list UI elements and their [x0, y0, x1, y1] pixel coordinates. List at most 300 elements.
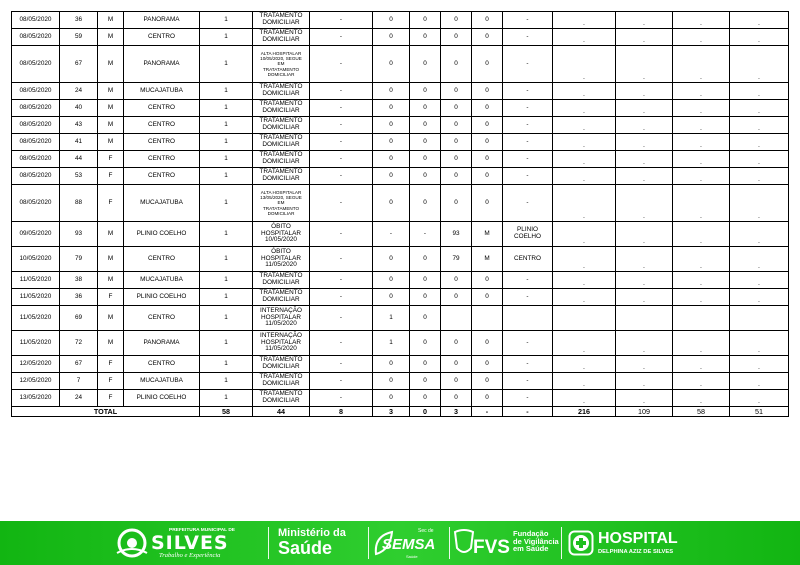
value-cell: 0 — [472, 83, 503, 100]
silves-emblem-icon — [115, 527, 149, 559]
age-cell: 72 — [60, 331, 98, 356]
value-cell: 0 — [441, 373, 472, 390]
table-row — [12, 151, 789, 168]
date-cell: 10/05/2020 — [12, 247, 60, 272]
value-cell: 0 — [472, 168, 503, 185]
dot-cell: . — [553, 289, 616, 306]
count-cell: 1 — [200, 151, 253, 168]
dot-cell: . — [553, 151, 616, 168]
value-cell: - — [310, 289, 373, 306]
neighborhood-cell: PLINIO COELHO — [124, 222, 200, 247]
date-cell: 13/05/2020 — [12, 390, 60, 407]
date-cell: 12/05/2020 — [12, 356, 60, 373]
date-cell: 12/05/2020 — [12, 373, 60, 390]
neighborhood-cell: CENTRO — [124, 168, 200, 185]
value-cell: 0 — [373, 289, 410, 306]
value-cell: 0 — [410, 306, 441, 331]
status-line: DOMICILIAR — [262, 19, 300, 26]
value-cell: 0 — [410, 46, 441, 83]
value-cell: 0 — [373, 247, 410, 272]
value-cell: 0 — [441, 100, 472, 117]
dot-cell: . — [673, 185, 730, 222]
value-cell: 0 — [472, 272, 503, 289]
status-line: 11/05/2020 — [265, 261, 297, 269]
table-row — [12, 29, 789, 46]
date-cell: 11/05/2020 — [12, 306, 60, 331]
neighborhood-cell: CENTRO — [124, 29, 200, 46]
age-cell: 59 — [60, 29, 98, 46]
table-row — [12, 390, 789, 407]
value-cell: 0 — [472, 373, 503, 390]
total-value: 3 — [373, 407, 410, 417]
value-cell: 0 — [373, 134, 410, 151]
fvs-name: FVS — [473, 537, 510, 558]
fvs-text-line: de Vigilância — [513, 536, 559, 546]
date-cell: 08/05/2020 — [12, 151, 60, 168]
status-cell — [253, 117, 310, 134]
dot-cell: . — [616, 222, 673, 247]
value-cell: 0 — [410, 117, 441, 134]
dot-cell: . — [673, 46, 730, 83]
dot-cell: . — [553, 373, 616, 390]
status-line: DOMICILIAR — [262, 296, 300, 303]
date-cell: 08/05/2020 — [12, 117, 60, 134]
value-cell: 0 — [441, 185, 472, 222]
sex-cell: M — [98, 12, 124, 29]
dot-cell: . — [730, 390, 789, 407]
value-cell: - — [310, 46, 373, 83]
value-cell: - — [310, 185, 373, 222]
neighborhood-cell: MUCAJATUBA — [124, 272, 200, 289]
date-cell: 08/05/2020 — [12, 134, 60, 151]
age-cell: 38 — [60, 272, 98, 289]
total-value: 51 — [730, 407, 789, 417]
total-value: 3 — [441, 407, 472, 417]
date-cell: 11/05/2020 — [12, 289, 60, 306]
value-cell: 0 — [472, 117, 503, 134]
footer-banner — [0, 521, 800, 565]
table-row — [12, 117, 789, 134]
status-line: TRATAMENTO — [259, 100, 303, 108]
status-line: TRATAMENTO — [259, 12, 303, 20]
status-line: TRATAMENTO — [259, 168, 303, 176]
neighborhood-cell: PANORAMA — [124, 46, 200, 83]
value-cell: - — [310, 373, 373, 390]
dot-cell — [730, 306, 789, 331]
dot-cell: . — [616, 373, 673, 390]
dot-cell: . — [673, 83, 730, 100]
status-line: DOMICILIAR — [262, 141, 300, 148]
fvs-text-line: em Saúde — [513, 544, 549, 554]
status-cell — [253, 390, 310, 407]
dot-cell: . — [553, 168, 616, 185]
value-cell: 0 — [373, 100, 410, 117]
table-row — [12, 83, 789, 100]
sex-cell: M — [98, 247, 124, 272]
table-row — [12, 289, 789, 306]
dot-cell: . — [553, 247, 616, 272]
date-cell: 08/05/2020 — [12, 168, 60, 185]
value-cell: 93 — [441, 222, 472, 247]
status-line: DOMICILIAR — [262, 36, 300, 43]
status-line: ALTA HOSPITALAR — [260, 51, 302, 57]
value-cell: - — [310, 168, 373, 185]
total-label: TOTAL — [12, 407, 200, 417]
neighborhood-cell: PANORAMA — [124, 12, 200, 29]
status-line: DOMICILIAR — [267, 71, 295, 77]
value-cell: - — [503, 12, 553, 29]
value-cell: 0 — [441, 151, 472, 168]
dot-cell: . — [730, 151, 789, 168]
value-cell — [441, 306, 472, 331]
dot-cell — [553, 306, 616, 331]
status-line: DOMICILIAR — [262, 279, 300, 286]
dot-cell: . — [553, 272, 616, 289]
dot-cell: . — [673, 12, 730, 29]
status-cell — [253, 12, 310, 29]
status-line: HOSPITALAR — [260, 254, 301, 262]
value-cell: - — [310, 29, 373, 46]
status-line: DOMICILIAR — [267, 210, 295, 216]
dot-cell: . — [553, 46, 616, 83]
value-cell: 0 — [373, 356, 410, 373]
footer-divider — [368, 527, 369, 559]
total-value: 58 — [673, 407, 730, 417]
status-line: DOMICILIAR — [262, 124, 300, 131]
dot-cell: . — [730, 168, 789, 185]
value-cell: M — [472, 247, 503, 272]
dot-cell: . — [616, 151, 673, 168]
dot-cell: . — [730, 272, 789, 289]
status-cell — [253, 306, 310, 331]
value-cell — [472, 306, 503, 331]
value-cell: - — [503, 117, 553, 134]
status-cell — [253, 331, 310, 356]
value-cell: - — [503, 356, 553, 373]
count-cell: 1 — [200, 222, 253, 247]
dot-cell: . — [553, 222, 616, 247]
status-line: DOMICILIAR — [262, 397, 300, 404]
fvs-shield-icon — [453, 528, 475, 558]
value-cell: - — [310, 100, 373, 117]
table-row — [12, 272, 789, 289]
status-line: TRATAMENTO — [259, 117, 303, 125]
value-cell: 0 — [472, 289, 503, 306]
value-cell: 0 — [410, 12, 441, 29]
sex-cell: M — [98, 331, 124, 356]
age-cell: 40 — [60, 100, 98, 117]
value-cell: 0 — [410, 356, 441, 373]
dot-cell: . — [730, 331, 789, 356]
dot-cell: . — [673, 247, 730, 272]
dot-cell: . — [616, 247, 673, 272]
sex-cell: M — [98, 134, 124, 151]
dot-cell: . — [673, 390, 730, 407]
value-cell: 0 — [373, 373, 410, 390]
value-cell: - — [310, 151, 373, 168]
status-cell — [253, 134, 310, 151]
dot-cell: . — [730, 83, 789, 100]
value-cell: 0 — [441, 83, 472, 100]
value-cell: 0 — [373, 46, 410, 83]
value-cell: 0 — [373, 185, 410, 222]
neighborhood-cell: CENTRO — [124, 306, 200, 331]
value-cell: 0 — [373, 29, 410, 46]
status-line: EM — [277, 200, 285, 206]
age-cell: 79 — [60, 247, 98, 272]
value-cell: 0 — [410, 272, 441, 289]
count-cell: 1 — [200, 390, 253, 407]
value-cell: 0 — [373, 117, 410, 134]
value-cell: - — [503, 185, 553, 222]
count-cell: 1 — [200, 185, 253, 222]
status-cell — [253, 185, 310, 222]
value-cell: 79 — [441, 247, 472, 272]
dot-cell: . — [673, 117, 730, 134]
status-line: DOMICILIAR — [262, 158, 300, 165]
value-cell: - — [310, 134, 373, 151]
neighborhood-cell: PLINIO COELHO — [124, 289, 200, 306]
status-line: DOMICILIAR — [262, 90, 300, 97]
count-cell: 1 — [200, 331, 253, 356]
status-line: TRATATAMENTO — [262, 205, 300, 211]
value-cell: - — [503, 331, 553, 356]
neighborhood-cell: MUCAJATUBA — [124, 373, 200, 390]
value-cell: 0 — [472, 100, 503, 117]
value-cell: 0 — [410, 331, 441, 356]
dot-cell: . — [553, 12, 616, 29]
date-cell: 08/05/2020 — [12, 83, 60, 100]
sex-cell: F — [98, 356, 124, 373]
status-line: 13/05/2020, SEGUE — [260, 195, 302, 201]
value-cell: - — [310, 272, 373, 289]
ministerio-line1: Ministério da — [278, 527, 346, 539]
sex-cell: F — [98, 168, 124, 185]
status-line: 10/05/2020, SEGUE — [260, 56, 302, 62]
status-cell — [253, 168, 310, 185]
value-cell: 0 — [441, 168, 472, 185]
value-cell: 0 — [441, 356, 472, 373]
age-cell: 53 — [60, 168, 98, 185]
value-cell: 0 — [410, 134, 441, 151]
status-cell — [253, 100, 310, 117]
sex-cell: F — [98, 185, 124, 222]
status-line: TRATAMENTO — [259, 373, 303, 381]
status-line: HOSPITALAR — [260, 338, 301, 346]
status-line: TRATAMENTO — [259, 272, 303, 280]
count-cell: 1 — [200, 306, 253, 331]
hospital-cross-icon — [568, 530, 594, 556]
dot-cell — [616, 306, 673, 331]
neighborhood-cell: PLINIO COELHO — [124, 390, 200, 407]
dot-cell: . — [553, 83, 616, 100]
value-cell: 0 — [441, 390, 472, 407]
count-cell: 1 — [200, 373, 253, 390]
status-line: HOSPITALAR — [260, 313, 301, 321]
value-cell: - — [503, 373, 553, 390]
dot-cell: . — [730, 46, 789, 83]
status-line: ÓBITO — [271, 247, 291, 255]
value-cell: 0 — [410, 390, 441, 407]
dot-cell: . — [673, 168, 730, 185]
value-cell: 0 — [441, 46, 472, 83]
count-cell: 1 — [200, 134, 253, 151]
value-cell: - — [310, 247, 373, 272]
sex-cell: M — [98, 272, 124, 289]
value-cell: 0 — [441, 12, 472, 29]
dot-cell: . — [553, 356, 616, 373]
dot-cell — [673, 306, 730, 331]
neighborhood-cell: PANORAMA — [124, 331, 200, 356]
status-cell — [253, 222, 310, 247]
status-line: INTERNAÇÃO — [260, 331, 302, 339]
date-cell: 08/05/2020 — [12, 29, 60, 46]
sex-cell: F — [98, 390, 124, 407]
hospital-subtitle: DELPHINA AZIZ DE SILVES — [598, 549, 674, 555]
status-cell — [253, 356, 310, 373]
status-line: ÓBITO — [271, 222, 291, 230]
status-line: TRATAMENTO — [259, 289, 303, 297]
table-row — [12, 46, 789, 83]
value-cell: 0 — [472, 134, 503, 151]
neighborhood-cell: MUCAJATUBA — [124, 83, 200, 100]
dot-cell: . — [730, 12, 789, 29]
status-line: 10/05/2020 — [265, 236, 297, 244]
sex-cell: M — [98, 222, 124, 247]
value-cell: CENTRO — [503, 247, 553, 272]
value-cell: 0 — [410, 289, 441, 306]
fvs-fullname — [513, 530, 559, 553]
semsa-name: SEMSA — [382, 536, 436, 553]
status-line: TRATAMENTO — [259, 390, 303, 398]
ministerio-logo — [272, 527, 364, 559]
value-cell: - — [310, 117, 373, 134]
date-cell: 09/05/2020 — [12, 222, 60, 247]
sex-cell: F — [98, 151, 124, 168]
ministerio-line2: Saúde — [278, 538, 333, 558]
status-cell — [253, 272, 310, 289]
status-cell — [253, 289, 310, 306]
dot-cell: . — [616, 272, 673, 289]
status-line: TRATAMENTO — [259, 29, 303, 37]
value-cell: 0 — [373, 12, 410, 29]
status-line: 11/05/2020 — [265, 320, 297, 328]
count-cell: 1 — [200, 289, 253, 306]
cases-table — [11, 11, 789, 417]
sex-cell: M — [98, 46, 124, 83]
total-value: 0 — [410, 407, 441, 417]
status-line: DOMICILIAR — [262, 380, 300, 387]
dot-cell: . — [730, 373, 789, 390]
age-cell: 67 — [60, 356, 98, 373]
value-cell: 0 — [410, 168, 441, 185]
dot-cell: . — [616, 46, 673, 83]
status-line: DOMICILIAR — [262, 175, 300, 182]
neighborhood-cell: CENTRO — [124, 117, 200, 134]
status-line: TRATAMENTO — [259, 356, 303, 364]
dot-cell: . — [730, 117, 789, 134]
dot-cell: . — [673, 151, 730, 168]
value-cell: M — [472, 222, 503, 247]
status-line: TRATAMENTO — [259, 151, 303, 159]
status-line: HOSPITALAR — [260, 229, 301, 237]
status-cell — [253, 247, 310, 272]
dot-cell: . — [616, 83, 673, 100]
total-value: 109 — [616, 407, 673, 417]
table-row — [12, 100, 789, 117]
age-cell: 24 — [60, 83, 98, 100]
value-cell: 0 — [373, 168, 410, 185]
status-line: INTERNAÇÃO — [260, 306, 302, 314]
value-cell: 0 — [472, 356, 503, 373]
dot-cell: . — [616, 100, 673, 117]
dot-cell: . — [616, 168, 673, 185]
total-value: 8 — [310, 407, 373, 417]
neighborhood-cell: CENTRO — [124, 247, 200, 272]
value-cell: 0 — [441, 117, 472, 134]
count-cell: 1 — [200, 247, 253, 272]
age-cell: 43 — [60, 117, 98, 134]
value-cell — [503, 306, 553, 331]
table-row — [12, 306, 789, 331]
value-cell: 0 — [472, 29, 503, 46]
status-line: DOMICILIAR — [262, 363, 300, 370]
status-cell — [253, 373, 310, 390]
hospital-name: HOSPITAL — [598, 530, 678, 547]
value-cell: - — [310, 331, 373, 356]
value-cell: - — [310, 356, 373, 373]
dot-cell: . — [616, 390, 673, 407]
value-cell: 0 — [472, 12, 503, 29]
total-value: - — [503, 407, 553, 417]
age-cell: 93 — [60, 222, 98, 247]
table-row — [12, 331, 789, 356]
dot-cell: . — [673, 272, 730, 289]
count-cell: 1 — [200, 100, 253, 117]
total-count: 58 — [200, 407, 253, 417]
value-cell: 0 — [472, 331, 503, 356]
value-cell: 0 — [472, 390, 503, 407]
value-cell: 0 — [410, 83, 441, 100]
value-cell: - — [373, 222, 410, 247]
dot-cell: . — [616, 289, 673, 306]
dot-cell: . — [730, 100, 789, 117]
dot-cell: . — [553, 29, 616, 46]
hospital-logo — [568, 527, 700, 559]
age-cell: 67 — [60, 46, 98, 83]
status-line: ALTA HOSPITALAR — [260, 190, 302, 196]
table-row — [12, 12, 789, 29]
value-cell: 0 — [441, 331, 472, 356]
value-cell: 0 — [410, 29, 441, 46]
value-cell: - — [503, 272, 553, 289]
age-cell: 88 — [60, 185, 98, 222]
dot-cell: . — [673, 356, 730, 373]
sex-cell: M — [98, 100, 124, 117]
silves-logo — [115, 527, 265, 559]
value-cell: 0 — [441, 272, 472, 289]
count-cell: 1 — [200, 168, 253, 185]
total-row — [12, 407, 789, 417]
fvs-text-line: Fundação — [513, 529, 549, 538]
status-cell — [253, 151, 310, 168]
table-row — [12, 168, 789, 185]
value-cell: - — [503, 289, 553, 306]
neighborhood-cell: CENTRO — [124, 151, 200, 168]
dot-cell: . — [553, 185, 616, 222]
value-cell: - — [503, 83, 553, 100]
dot-cell: . — [730, 289, 789, 306]
